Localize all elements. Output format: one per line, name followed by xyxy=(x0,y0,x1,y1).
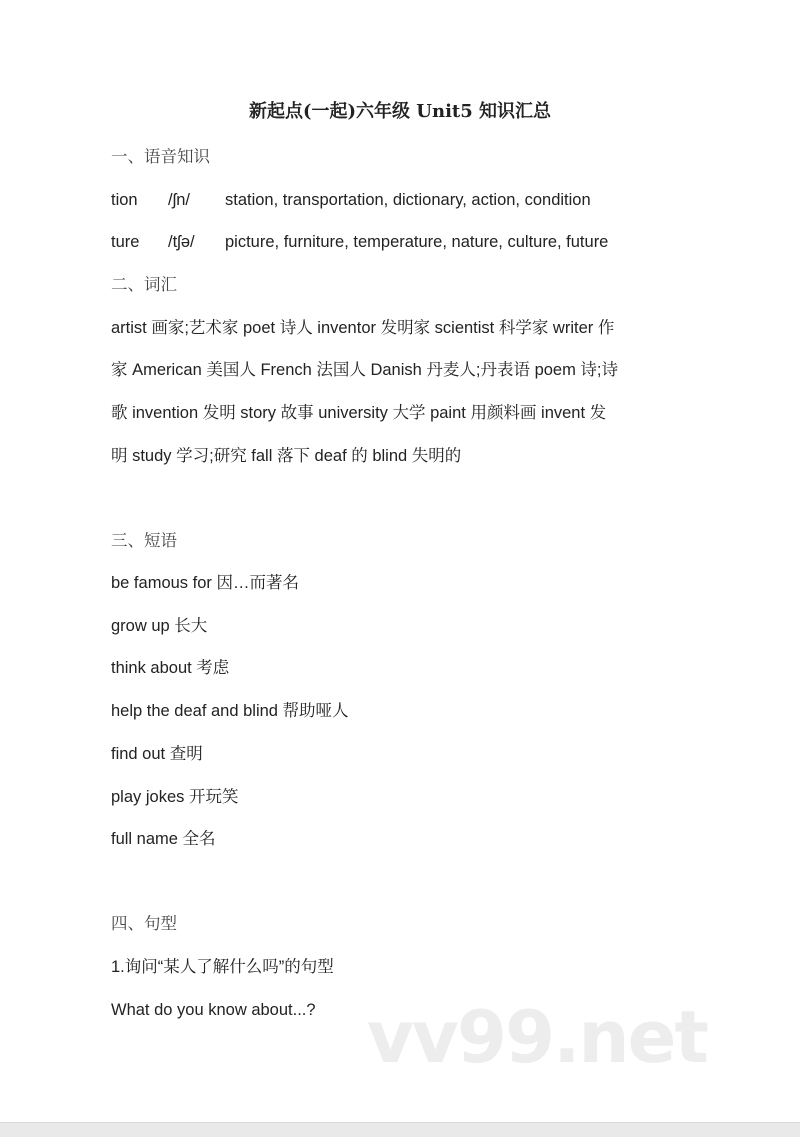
section-heading-phrases: 三、短语 xyxy=(111,531,177,550)
phonics-words: picture, furniture, temperature, nature, culture, future xyxy=(225,233,609,251)
sentence-item: 1.询问“某人了解什么吗”的句型 xyxy=(111,958,334,976)
phonics-ending: tion xyxy=(111,191,138,209)
section-heading-sentences: 四、句型 xyxy=(111,914,177,933)
phrase-line: help the deaf and blind 帮助哑人 xyxy=(111,702,349,720)
phrase-line: think about 考虑 xyxy=(111,659,230,677)
phonics-ipa: /ʃn/ xyxy=(168,191,191,209)
phrase-line: find out 查明 xyxy=(111,745,203,763)
phrase-line: play jokes 开玩笑 xyxy=(111,788,239,806)
phrase-line: full name 全名 xyxy=(111,830,216,848)
phonics-row xyxy=(111,231,608,253)
vocab-line: 家 American 美国人 French 法国人 Danish 丹麦人;丹表语 poem 诗;诗 xyxy=(111,361,619,379)
phrase-line: be famous for 因…而著名 xyxy=(111,574,299,592)
phonics-ending: ture xyxy=(111,233,140,251)
sentence-example: What do you know about...? xyxy=(111,1001,316,1019)
phonics-row xyxy=(111,189,591,211)
watermark: vv99.net xyxy=(367,995,707,1079)
phonics-words: station, transportation, dictionary, action, condition xyxy=(225,191,591,209)
vocab-line: 歌 invention 发明 story 故事 university 大学 paint 用颜料画 invent 发 xyxy=(111,404,607,422)
page-title: 新起点(一起)六年级 Unit5 知识汇总 xyxy=(248,101,552,122)
phrase-line: grow up 长大 xyxy=(111,617,208,635)
vocab-line: 明 study 学习;研究 fall 落下 deaf 的 blind 失明的 xyxy=(111,447,462,465)
section-heading-phonics: 一、语音知识 xyxy=(111,147,210,166)
section-heading-vocab: 二、词汇 xyxy=(111,275,177,294)
phonics-ipa: /tʃə/ xyxy=(168,233,195,251)
vocab-line: artist 画家;艺术家 poet 诗人 inventor 发明家 scientist 科学家 writer 作 xyxy=(111,319,615,337)
